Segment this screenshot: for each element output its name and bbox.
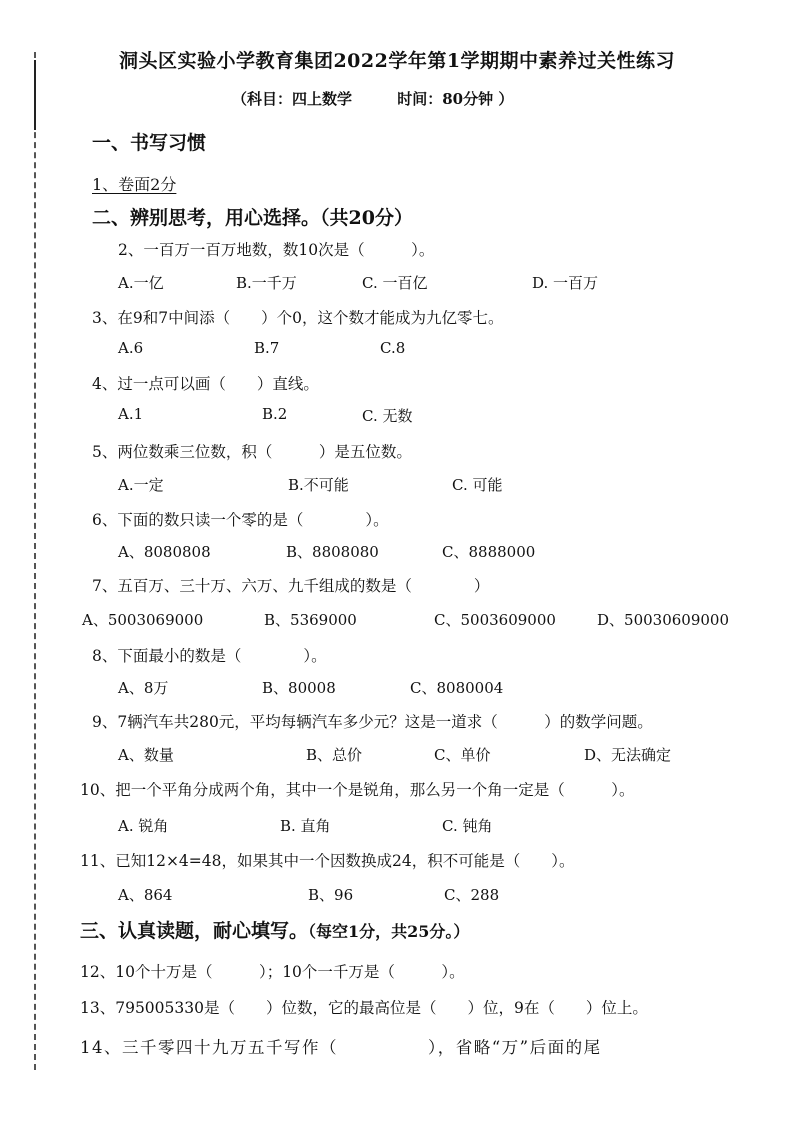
option: C、8080004 <box>410 679 504 697</box>
option: A.一亿 <box>118 274 164 292</box>
option: C、288 <box>444 886 500 904</box>
question-12: 12、10个十万是（ ）；10个一千万是（ ）。 <box>80 963 465 981</box>
option: B.一千万 <box>236 274 297 292</box>
option: A.一定 <box>118 476 164 494</box>
option: A、8080808 <box>118 543 211 561</box>
option: C. 无数 <box>362 407 413 425</box>
option: B、5369000 <box>264 611 357 629</box>
option: A、864 <box>118 886 173 904</box>
option: C、8888000 <box>442 543 536 561</box>
question-7: 7、五百万、三十万、六万、九千组成的数是（ ） <box>92 577 490 595</box>
option: B、总价 <box>306 746 363 764</box>
option: C、5003609000 <box>434 611 556 629</box>
question-8: 8、下面最小的数是（ ）。 <box>92 647 327 665</box>
exam-subtitle <box>232 88 553 109</box>
option: D、无法确定 <box>584 746 672 764</box>
option: A、8万 <box>118 679 169 697</box>
option: B.7 <box>254 339 280 357</box>
option: D. 一百万 <box>532 274 599 292</box>
question-10: 10、把一个平角分成两个角，其中一个是锐角，那么另一个角一定是（ ）。 <box>80 781 635 799</box>
section-3-heading <box>80 916 469 943</box>
question-5: 5、两位数乘三位数，积（ ）是五位数。 <box>92 443 412 461</box>
option: C、单价 <box>434 746 491 764</box>
question-6: 6、下面的数只读一个零的是（ ）。 <box>92 511 389 529</box>
option: B、80008 <box>262 679 336 697</box>
option: C. 钝角 <box>442 817 493 835</box>
time-label: 时间：80分钟 ） <box>397 90 514 108</box>
question-2: 2、一百万一百万地数，数10次是（ ）。 <box>118 241 435 259</box>
option: B.不可能 <box>288 476 349 494</box>
exam-title: 洞头区实验小学教育集团2022学年第1学期期中素养过关性练习 <box>118 50 676 72</box>
option: A、5003069000 <box>82 611 204 629</box>
option: A.6 <box>118 339 144 357</box>
section-1-item: 1、卷面2分 <box>92 175 177 194</box>
option: B. 直角 <box>280 817 331 835</box>
option: A. 锐角 <box>118 817 169 835</box>
question-3: 3、在9和7中间添（ ）个0，这个数才能成为九亿零七。 <box>92 309 504 327</box>
section-1-heading: 一、书写习惯 <box>92 132 207 154</box>
option: C. 一百亿 <box>362 274 428 292</box>
option: A.1 <box>118 405 144 423</box>
option: B、8808080 <box>286 543 379 561</box>
question-14: 14、三千零四十九万五千写作（ ），省略“万”后面的尾 <box>80 1038 602 1057</box>
option: D、50030609000 <box>597 611 730 629</box>
section-2-heading: 二、辨别思考，用心选择。（共20分） <box>92 207 413 229</box>
option: C. 可能 <box>452 476 503 494</box>
option: B.2 <box>262 405 288 423</box>
question-11: 11、已知12×4=48，如果其中一个因数换成24，积不可能是（ ）。 <box>80 852 575 870</box>
option: C.8 <box>380 339 406 357</box>
question-13: 13、795005330是（ ）位数，它的最高位是（ ）位，9在（ ）位上。 <box>80 999 648 1017</box>
subject-label: （科目：四上数学 <box>232 90 353 108</box>
section-3-title: 三、认真读题，耐心填写。 <box>80 920 309 942</box>
question-4: 4、过一点可以画（ ）直线。 <box>92 375 319 393</box>
question-9: 9、7辆汽车共280元，平均每辆汽车多少元？这是一道求（ ）的数学问题。 <box>92 713 653 731</box>
option: B、96 <box>308 886 354 904</box>
binding-margin-dashed-line <box>34 52 36 1070</box>
option: A、数量 <box>118 746 174 764</box>
section-3-note: （每空1分，共25分。） <box>308 922 470 941</box>
